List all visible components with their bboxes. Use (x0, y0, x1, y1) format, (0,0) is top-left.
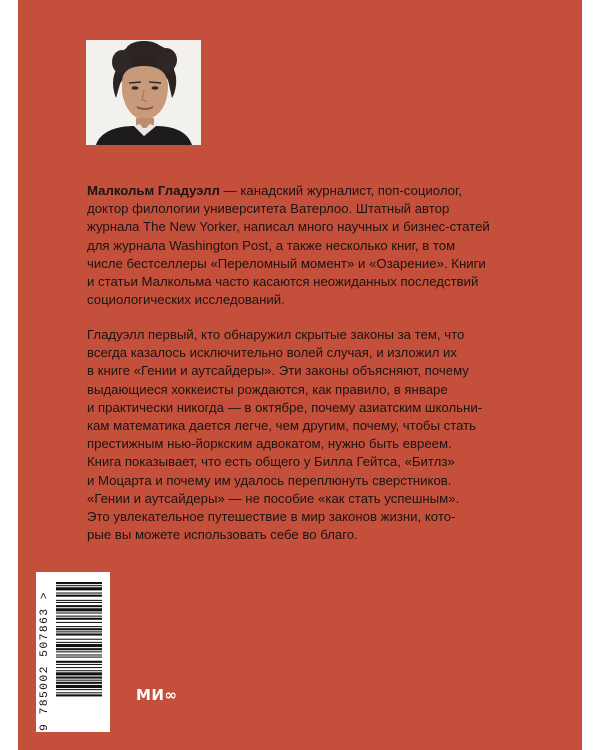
book-description (87, 326, 523, 544)
author-photo (86, 40, 201, 145)
description-line: рые вы можете использовать себе во благо. (87, 527, 358, 543)
barcode-bar (56, 651, 102, 652)
barcode-bar (56, 587, 102, 590)
description-line: и Моцарта и почему им удалось переплюнуть сверстников. (87, 472, 452, 488)
barcode-bar (56, 618, 102, 620)
barcode-bar (56, 595, 102, 597)
barcode-bar (56, 648, 102, 650)
description-line: Книга показывает, что есть общего у Билла Гейтса, «Битлз» (87, 454, 455, 470)
barcode-bar (56, 622, 102, 623)
barcode-bar (56, 667, 102, 668)
barcode-bar (56, 639, 102, 640)
publisher-logo: МИ∞ (136, 686, 178, 704)
barcode-bar (56, 608, 102, 611)
barcode-number: 9 785002 507863 > (39, 590, 51, 731)
barcode-bar (56, 600, 102, 601)
author-portrait-illustration (86, 40, 201, 145)
description-line: Гладуэлл первый, кто обнаружил скрытые законы за тем, что (87, 327, 465, 342)
isbn-barcode (36, 572, 110, 732)
description-line: в книге «Гении и аутсайдеры». Эти законы объясняют, почему (87, 363, 469, 379)
barcode-bar (56, 631, 102, 632)
bio-line (87, 182, 523, 200)
barcode-bar (56, 612, 102, 613)
barcode-bar (56, 626, 102, 627)
description-line: престижным нью-йоркским адвокатом, нужно быть евреем. (87, 436, 452, 452)
bio-line: и статьи Малкольма часто касаются неожиданных последствий (87, 274, 479, 290)
description-line: кам математика дается легче, чем другим, почему, чтобы стать (87, 418, 477, 434)
bio-line: доктор филологии университета Ватерлоо. Штатный автор (87, 201, 450, 217)
barcode-bar (56, 642, 102, 643)
bio-line: числе бестселлеры «Переломный момент» и «Озарение». Книги (87, 255, 486, 271)
barcode-bar (56, 644, 102, 647)
barcode-bar (56, 664, 102, 665)
barcode-bar (56, 692, 102, 693)
bio-line-rest: — канадский журналист, поп-социолог, (219, 183, 462, 198)
barcode-bar (56, 616, 102, 617)
barcode-digits (39, 572, 51, 732)
barcode-bar (56, 602, 102, 603)
barcode-bar (56, 677, 102, 679)
barcode-bar (56, 657, 102, 658)
barcode-bar (56, 694, 102, 696)
barcode-bar (56, 654, 102, 655)
description-line: Это увлекательное путешествие в мир законов жизни, кото- (87, 509, 456, 525)
description-line: «Гении и аутсайдеры» — не пособие «как стать успешным». (87, 490, 460, 506)
barcode-bar (56, 680, 102, 681)
back-cover (18, 0, 582, 750)
description-line: всегда казалось исключительно волей случая, и изложил их (87, 345, 458, 361)
barcode-bar (56, 633, 102, 635)
barcode-bar (56, 661, 102, 663)
barcode-bar (56, 689, 102, 690)
barcode-bar (56, 672, 102, 675)
bio-line: социологических исследований. (87, 292, 285, 308)
barcode-bar (56, 670, 102, 671)
barcode-bar (56, 593, 102, 594)
barcode-bar (56, 628, 102, 630)
bio-line: для журнала Washington Post, а также несколько книг, в том (87, 237, 456, 253)
description-line: выдающиеся хоккеисты рождаются, как правило, в январе (87, 381, 448, 397)
barcode-bar (56, 585, 102, 586)
author-bio (87, 182, 523, 309)
barcode-bar (56, 682, 102, 684)
barcode-bar (56, 685, 102, 688)
barcode-bar (56, 582, 102, 584)
bio-line: журнала The New Yorker, написал много научных и бизнес-статей (87, 219, 490, 235)
barcode-bar (56, 605, 102, 607)
description-line: и практически никогда — в октябре, почему азиатским школьни- (87, 399, 483, 415)
author-name: Малкольм Гладуэлл (87, 183, 220, 198)
